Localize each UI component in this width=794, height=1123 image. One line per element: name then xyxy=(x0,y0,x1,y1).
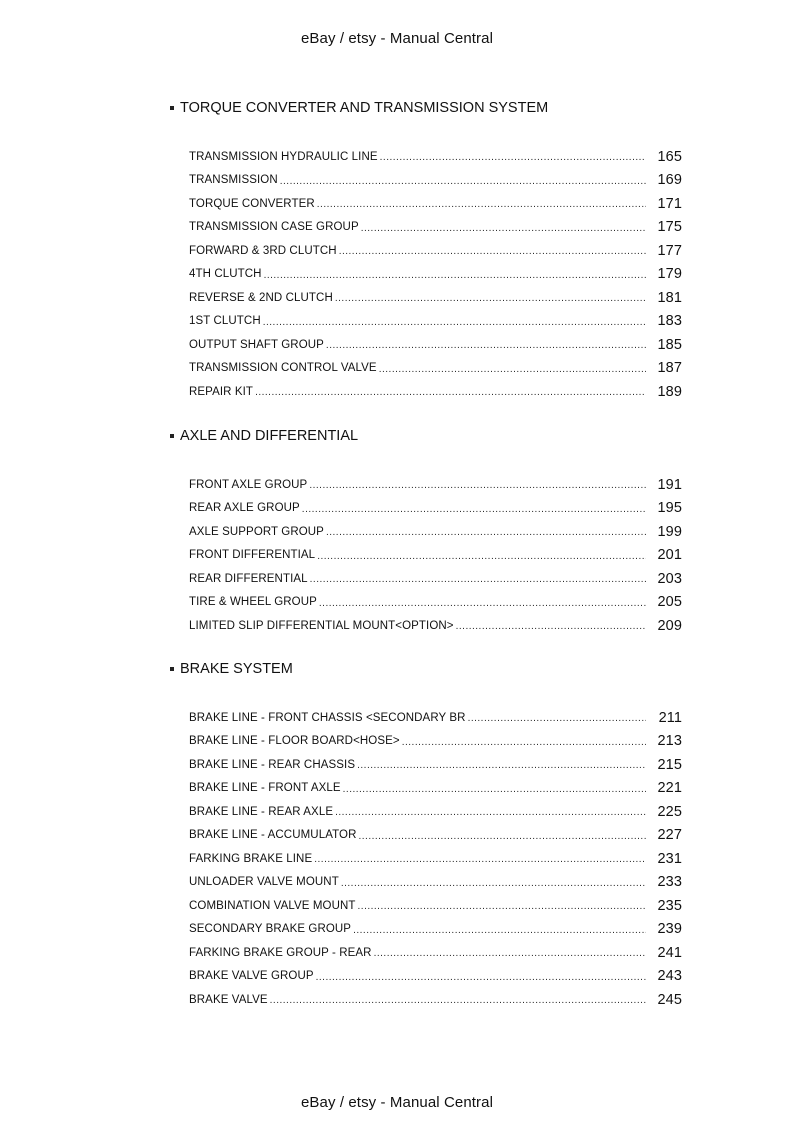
toc-entry xyxy=(189,871,682,895)
toc-entry xyxy=(189,777,682,801)
toc-entry-label: TIRE & WHEEL GROUP xyxy=(189,596,317,609)
bullet-icon xyxy=(170,106,174,110)
dot-leader xyxy=(310,574,646,585)
toc-entry-page: 225 xyxy=(657,803,682,820)
dot-leader xyxy=(263,317,646,328)
dot-leader xyxy=(264,270,646,281)
toc-entry-label: AXLE SUPPORT GROUP xyxy=(189,525,324,538)
dot-leader xyxy=(335,807,646,818)
toc-entry xyxy=(189,380,682,404)
toc-entry-page: 165 xyxy=(657,148,682,165)
dot-leader xyxy=(326,527,646,538)
toc-entry-label: REAR DIFFERENTIAL xyxy=(189,572,308,585)
dot-leader xyxy=(270,995,646,1006)
dot-leader xyxy=(380,152,646,163)
toc-entry xyxy=(189,239,682,263)
toc-entry-label: OUTPUT SHAFT GROUP xyxy=(189,338,324,351)
page-footer: eBay / etsy - Manual Central xyxy=(300,1094,494,1111)
toc-entry xyxy=(189,965,682,989)
section-title xyxy=(170,661,293,677)
toc-entry xyxy=(189,918,682,942)
dot-leader xyxy=(335,293,646,304)
toc-entry-label: BRAKE LINE - FLOOR BOARD<HOSE> xyxy=(189,735,400,748)
toc-entry xyxy=(189,497,682,521)
toc-entry-page: 201 xyxy=(657,547,682,564)
toc-entry xyxy=(189,286,682,310)
section-title xyxy=(170,100,548,116)
toc-entry-label: BRAKE LINE - REAR AXLE xyxy=(189,805,334,818)
toc-entry xyxy=(189,310,682,334)
toc-entry-label: TRANSMISSION CONTROL VALVE xyxy=(189,362,377,375)
toc-entry-label: BRAKE LINE - ACCUMULATOR xyxy=(189,829,357,842)
toc-entry-label: TRANSMISSION xyxy=(189,174,278,187)
toc-entry-label: TRANSMISSION HYDRAULIC LINE xyxy=(189,150,378,163)
toc-entry-label: BRAKE VALVE GROUP xyxy=(189,970,314,983)
dot-leader xyxy=(341,878,646,889)
dot-leader xyxy=(319,598,646,609)
dot-leader xyxy=(280,176,646,187)
toc-entry-page: 175 xyxy=(657,219,682,236)
toc-entry-page: 213 xyxy=(657,733,682,750)
dot-leader xyxy=(358,831,646,842)
toc-entry xyxy=(189,800,682,824)
toc-entry-label: COMBINATION VALVE MOUNT xyxy=(189,899,356,912)
toc-entry-label: 1ST CLUTCH xyxy=(189,315,261,328)
toc-entry xyxy=(189,730,682,754)
toc-entry-label: REPAIR KIT xyxy=(189,385,254,398)
toc-entry xyxy=(189,988,682,1012)
toc-entry xyxy=(189,941,682,965)
toc-entry xyxy=(189,333,682,357)
toc-entry-page: 177 xyxy=(657,242,682,259)
toc-entry xyxy=(189,520,682,544)
dot-leader xyxy=(456,621,646,632)
toc-entry-label: FARKING BRAKE GROUP - REAR xyxy=(189,946,372,959)
toc-entry-page: 169 xyxy=(657,172,682,189)
dot-leader xyxy=(339,246,646,257)
toc-entry-page: 171 xyxy=(657,195,682,212)
dot-leader xyxy=(317,199,646,210)
toc-entry-page: 191 xyxy=(657,476,682,493)
toc-entry xyxy=(189,753,682,777)
section-title-text: BRAKE SYSTEM xyxy=(180,661,293,677)
toc-entry-label: FRONT DIFFERENTIAL xyxy=(189,549,316,562)
toc-entry-page: 179 xyxy=(657,266,682,283)
toc-entry-label: FARKING BRAKE LINE xyxy=(189,852,313,865)
toc-entry xyxy=(189,591,682,615)
dot-leader xyxy=(255,387,646,398)
toc-entry-label: TORQUE CONVERTER xyxy=(189,197,315,210)
dot-leader xyxy=(343,784,646,795)
page-header: eBay / etsy - Manual Central xyxy=(300,30,494,47)
toc-entry-page: 205 xyxy=(657,594,682,611)
toc-list xyxy=(189,473,682,638)
bullet-icon xyxy=(170,434,174,438)
toc-entry-page: 203 xyxy=(657,570,682,587)
toc-list xyxy=(189,145,682,404)
toc-entry-page: 227 xyxy=(657,827,682,844)
toc-entry-page: 235 xyxy=(657,897,682,914)
toc-entry xyxy=(189,824,682,848)
toc-entry xyxy=(189,357,682,381)
toc-entry-page: 189 xyxy=(657,383,682,400)
toc-entry-label: BRAKE LINE - FRONT CHASSIS <SECONDARY BR xyxy=(189,711,466,724)
toc-entry xyxy=(189,169,682,193)
dot-leader xyxy=(302,504,646,515)
section-title-text: TORQUE CONVERTER AND TRANSMISSION SYSTEM xyxy=(180,100,549,116)
dot-leader xyxy=(316,972,646,983)
dot-leader xyxy=(357,760,646,771)
toc-entry xyxy=(189,567,682,591)
toc-entry-label: TRANSMISSION CASE GROUP xyxy=(189,221,359,234)
dot-leader xyxy=(353,925,646,936)
toc-entry-page: 243 xyxy=(657,968,682,985)
toc-entry-label: REAR AXLE GROUP xyxy=(189,502,300,515)
dot-leader xyxy=(379,364,646,375)
toc-entry xyxy=(189,614,682,638)
toc-entry-page: 185 xyxy=(657,336,682,353)
toc-entry-page: 215 xyxy=(657,756,682,773)
section-title-text: AXLE AND DIFFERENTIAL xyxy=(180,428,359,444)
dot-leader xyxy=(314,854,646,865)
dot-leader xyxy=(309,480,646,491)
toc-entry-label: REVERSE & 2ND CLUTCH xyxy=(189,291,333,304)
dot-leader xyxy=(317,551,646,562)
toc-entry xyxy=(189,192,682,216)
toc-entry xyxy=(189,473,682,497)
toc-entry-label: 4TH CLUTCH xyxy=(189,268,262,281)
toc-entry-page: 245 xyxy=(657,991,682,1008)
toc-entry-label: BRAKE LINE - REAR CHASSIS xyxy=(189,758,356,771)
toc-list xyxy=(189,706,682,1012)
toc-entry-label: LIMITED SLIP DIFFERENTIAL MOUNT<OPTION> xyxy=(189,619,454,632)
toc-entry-page: 181 xyxy=(657,289,682,306)
toc-entry-page: 241 xyxy=(657,944,682,961)
toc-entry xyxy=(189,544,682,568)
dot-leader xyxy=(326,340,646,351)
toc-entry-page: 199 xyxy=(657,523,682,540)
toc-entry-label: BRAKE LINE - FRONT AXLE xyxy=(189,782,341,795)
toc-entry-page: 209 xyxy=(657,617,682,634)
toc-entry-page: 211 xyxy=(658,709,682,726)
toc-entry-page: 195 xyxy=(657,500,682,517)
toc-entry-page: 231 xyxy=(657,850,682,867)
toc-entry-page: 187 xyxy=(657,360,682,377)
toc-entry-label: BRAKE VALVE xyxy=(189,993,268,1006)
toc-entry-page: 183 xyxy=(657,313,682,330)
toc-entry-label: UNLOADER VALVE MOUNT xyxy=(189,876,339,889)
dot-leader xyxy=(358,901,646,912)
toc-entry-label: SECONDARY BRAKE GROUP xyxy=(189,923,352,936)
toc-entry xyxy=(189,847,682,871)
toc-entry xyxy=(189,706,682,730)
bullet-icon xyxy=(170,667,174,671)
dot-leader xyxy=(374,948,646,959)
toc-entry xyxy=(189,263,682,287)
dot-leader xyxy=(361,223,646,234)
dot-leader xyxy=(402,737,646,748)
toc-entry-label: FRONT AXLE GROUP xyxy=(189,478,308,491)
toc-entry xyxy=(189,216,682,240)
dot-leader xyxy=(468,713,646,724)
toc-entry xyxy=(189,145,682,169)
toc-entry-page: 221 xyxy=(657,780,682,797)
toc-entry-page: 233 xyxy=(657,874,682,891)
toc-entry xyxy=(189,894,682,918)
toc-entry-label: FORWARD & 3RD CLUTCH xyxy=(189,244,337,257)
section-title xyxy=(170,428,358,444)
toc-entry-page: 239 xyxy=(657,921,682,938)
